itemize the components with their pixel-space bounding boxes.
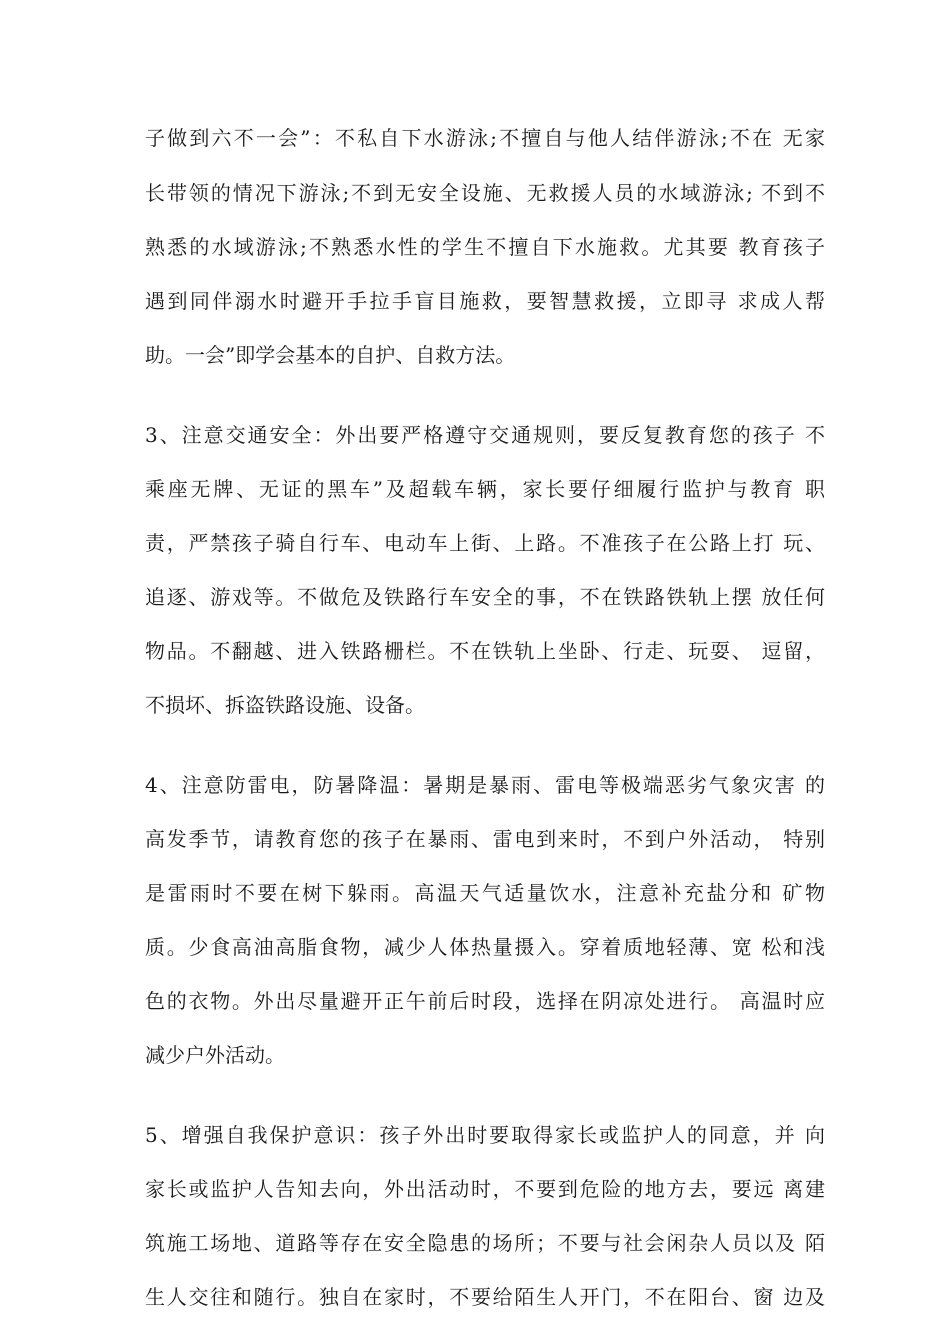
text-line: 是雷雨时不要在树下躲雨。高温天气适量饮水，注意补充盐分和 矿物	[145, 881, 825, 905]
text-line: 子做到六不一会”：不私自下水游泳;不擅自与他人结伴游泳;不在 无家	[145, 126, 825, 150]
text-line: 熟悉的水域游泳;不熟悉水性的学生不擅自下水施救。尤其要 教育孩子	[145, 235, 825, 259]
text-line: 高发季节，请教育您的孩子在暴雨、雷电到来时，不到户外活动， 特别	[145, 827, 825, 851]
text-line: 家长或监护人告知去向，外出活动时，不要到危险的地方去，要远 离建	[145, 1177, 825, 1201]
text-line: 追逐、游戏等。不做危及铁路行车安全的事，不在铁路铁轨上摆 放任何	[145, 585, 825, 609]
text-line: 遇到同伴溺水时避开手拉手盲目施救，要智慧救援，立即寻 求成人帮	[145, 289, 825, 313]
text-line: 责，严禁孩子骑自行车、电动车上街、上路。不准孩子在公路上打 玩、	[145, 531, 825, 555]
text-line: 助。一会”即学会基本的自护、自救方法。	[145, 343, 516, 367]
text-line: 乘座无牌、无证的黑车”及超载车辆，家长要仔细履行监护与教育 职	[145, 477, 825, 501]
text-line: 5、增强自我保护意识：孩子外出时要取得家长或监护人的同意，并 向	[145, 1123, 825, 1147]
text-line: 色的衣物。外出尽量避开正午前后时段，选择在阴凉处进行。 高温时应	[145, 989, 825, 1013]
text-line: 质。少食高油高脂食物，减少人体热量摄入。穿着质地轻薄、宽 松和浅	[145, 935, 825, 959]
text-line: 长带领的情况下游泳;不到无安全设施、无救援人员的水域游泳; 不到不	[145, 181, 825, 205]
text-line: 生人交往和随行。独自在家时，不要给陌生人开门，不在阳台、窗 边及	[145, 1285, 825, 1309]
text-line: 4、注意防雷电，防暑降温：暑期是暴雨、雷电等极端恶劣气象灾害 的	[145, 773, 825, 797]
text-line: 筑施工场地、道路等存在安全隐患的场所；不要与社会闲杂人员以及 陌	[145, 1231, 825, 1255]
text-line: 不损坏、拆盗铁路设施、设备。	[145, 693, 425, 717]
text-line: 减少户外活动。	[145, 1043, 285, 1067]
text-line: 物品。不翻越、进入铁路栅栏。不在铁轨上坐卧、行走、玩耍、 逗留，	[145, 639, 825, 663]
text-line: 3、注意交通安全：外出要严格遵守交通规则，要反复教育您的孩子 不	[145, 423, 825, 447]
